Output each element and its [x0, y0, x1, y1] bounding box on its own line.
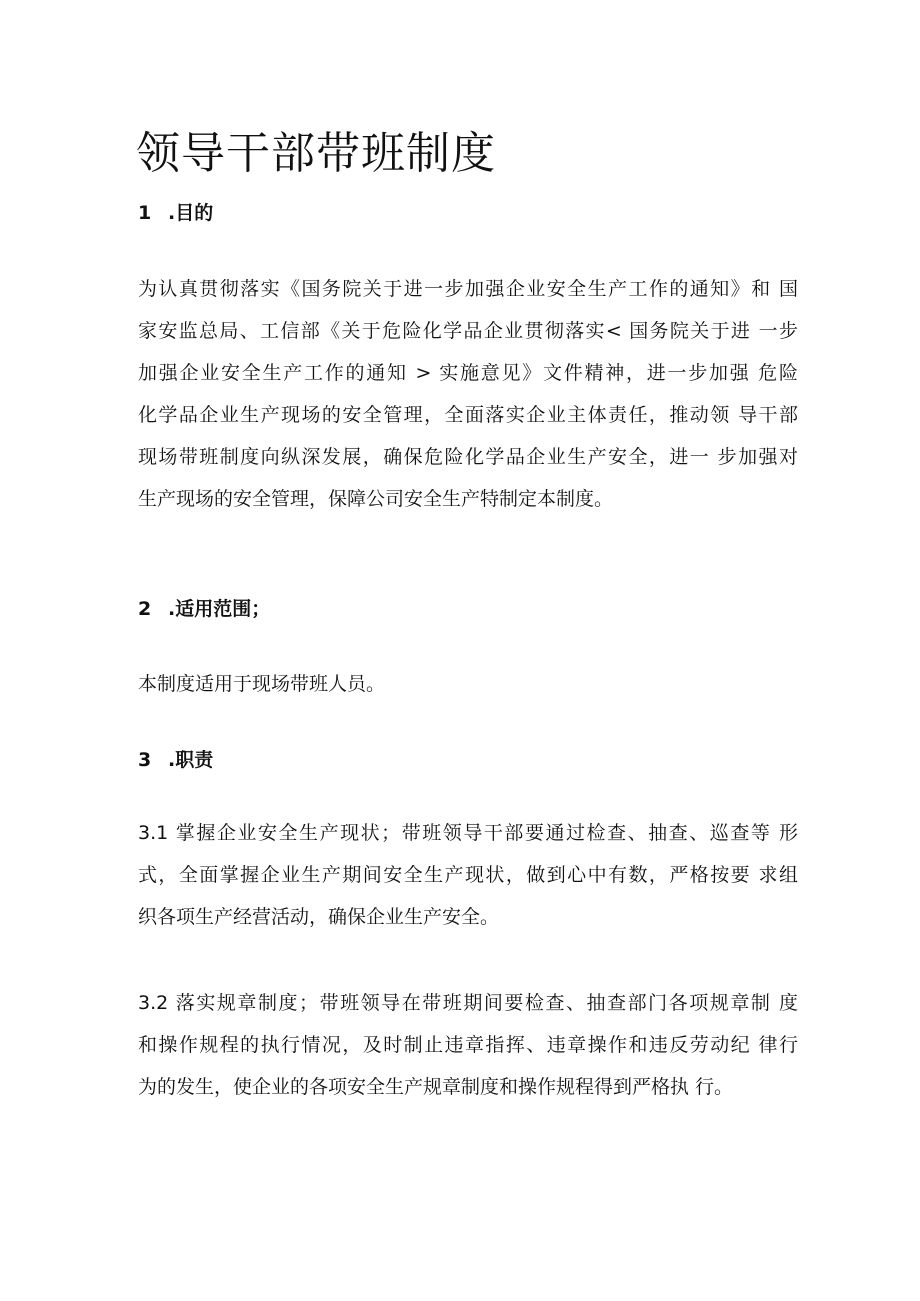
paragraph-line: 化学品企业生产现场的安全管理，全面落实企业主体责任，推动领 导干部: [138, 404, 798, 426]
paragraph-line: 生产现场的安全管理，保障公司安全生产特制定本制度。: [138, 488, 614, 510]
section-heading-text: .目的: [168, 202, 214, 224]
paragraph-scope: [138, 663, 798, 705]
section-heading-purpose: [138, 198, 213, 228]
paragraph-line: 3.2 落实规章制度；带班领导在带班期间要检查、抽查部门各项规章制 度: [138, 992, 798, 1014]
paragraph-line: 加强企业安全生产工作的通知 > 实施意见》文件精神，进一步加强 危险: [138, 362, 798, 384]
paragraph-line: 式，全面掌握企业生产期间安全生产现状，做到心中有数，严格按要 求组: [138, 864, 798, 886]
paragraph-line: 为的发生，使企业的各项安全生产规章制度和操作规程得到严格执 行。: [138, 1076, 734, 1098]
paragraph-line: 本制度适用于现场带班人员。: [138, 673, 386, 695]
paragraph-duty-3-2: [138, 982, 798, 1108]
paragraph-line: 家安监总局、工信部《关于危险化学品企业贯彻落实< 国务院关于进 一步: [138, 320, 798, 342]
section-number: 1: [138, 202, 152, 224]
section-heading-text: .适用范围；: [168, 598, 271, 620]
section-number: 2: [138, 598, 152, 620]
paragraph-line: 3.1 掌握企业安全生产现状；带班领导干部要通过检查、抽查、巡查等 形: [138, 822, 798, 844]
paragraph-line: 为认真贯彻落实《国务院关于进一步加强企业安全生产工作的通知》和 国: [138, 278, 798, 300]
paragraph-duty-3-1: [138, 812, 798, 938]
section-heading-text: .职责: [168, 749, 214, 771]
section-heading-scope: [138, 594, 270, 624]
paragraph-purpose: [138, 268, 798, 520]
section-number: 3: [138, 749, 152, 771]
paragraph-line: 现场带班制度向纵深发展，确保危险化学品企业生产安全，进一 步加强对: [138, 446, 798, 468]
paragraph-line: 和操作规程的执行情况，及时制止违章指挥、违章操作和违反劳动纪 律行: [138, 1034, 798, 1056]
paragraph-line: 织各项生产经营活动，确保企业生产安全。: [138, 906, 500, 928]
page-title: 领导干部带班制度: [136, 128, 496, 179]
section-heading-duties: [138, 745, 213, 775]
